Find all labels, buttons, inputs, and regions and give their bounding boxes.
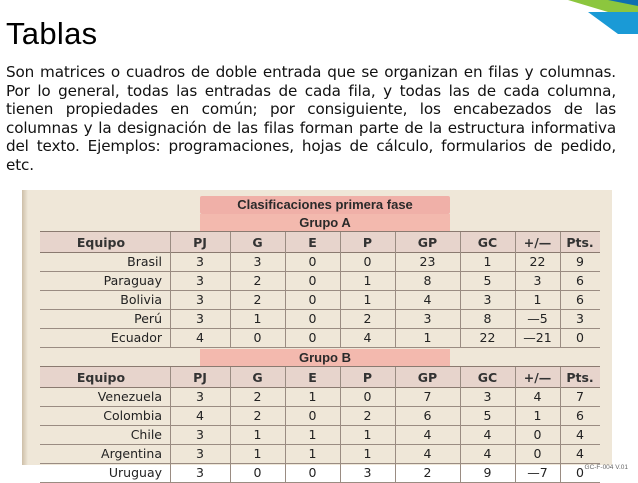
stat-cell: 0	[576, 465, 584, 480]
stat-cell: 2	[253, 292, 262, 307]
column-divider	[460, 406, 461, 425]
stat-cell: 1	[483, 254, 492, 269]
column-header: +/—	[523, 369, 552, 385]
stat-cell: 0	[308, 465, 317, 480]
column-divider	[340, 309, 341, 328]
column-divider	[395, 290, 396, 309]
column-divider	[340, 290, 341, 309]
stat-cell: 1	[253, 446, 262, 461]
stat-cell: 9	[483, 465, 492, 480]
stat-cell: 7	[423, 389, 432, 404]
team-name-cell: Paraguay	[103, 273, 162, 288]
stat-cell: 0	[308, 408, 317, 423]
column-header: E	[308, 369, 317, 385]
column-divider	[460, 309, 461, 328]
stat-cell: 7	[576, 389, 584, 404]
stat-cell: 4	[196, 408, 204, 423]
column-divider	[395, 444, 396, 463]
column-header: Pts.	[566, 369, 594, 385]
stat-cell: 2	[253, 408, 262, 423]
column-divider	[340, 367, 341, 387]
column-divider	[460, 444, 461, 463]
column-divider	[170, 387, 171, 406]
column-header: PJ	[193, 234, 207, 250]
team-name-cell: Ecuador	[110, 330, 162, 345]
stat-cell: 3	[196, 254, 204, 269]
stat-cell: 1	[363, 292, 372, 307]
column-divider	[340, 387, 341, 406]
column-divider	[170, 425, 171, 444]
stat-cell: 9	[576, 254, 584, 269]
team-name-cell: Bolivia	[120, 292, 162, 307]
column-header: P	[362, 369, 373, 385]
column-header: PJ	[193, 369, 207, 385]
stat-cell: 2	[253, 389, 262, 404]
team-name-cell: Argentina	[101, 446, 162, 461]
slide-title: Tablas	[6, 16, 98, 51]
column-divider	[560, 444, 561, 463]
stat-cell: 3	[196, 311, 204, 326]
stat-cell: 2	[423, 465, 432, 480]
column-divider	[230, 271, 231, 290]
column-divider	[515, 271, 516, 290]
column-divider	[395, 463, 396, 482]
column-divider	[230, 232, 231, 252]
stat-cell: —5	[527, 311, 548, 326]
column-header: GC	[477, 369, 498, 385]
column-divider	[395, 425, 396, 444]
stat-cell: 4	[363, 330, 372, 345]
stat-cell: 1	[363, 446, 372, 461]
stat-cell: 4	[483, 446, 492, 461]
column-divider	[170, 328, 171, 347]
column-divider	[230, 387, 231, 406]
table-title: Clasificaciones primera fase	[200, 196, 450, 214]
photo-edge-shadow	[22, 190, 28, 465]
column-header: GP	[417, 369, 438, 385]
stat-cell: 3	[196, 465, 204, 480]
column-header: G	[252, 234, 263, 250]
column-divider	[285, 232, 286, 252]
stat-cell: 0	[253, 465, 262, 480]
column-divider	[285, 328, 286, 347]
column-divider	[560, 271, 561, 290]
table-row	[40, 290, 600, 310]
team-name-cell: Perú	[134, 311, 162, 326]
stat-cell: 22	[479, 330, 496, 345]
table-row	[40, 425, 600, 445]
table-row	[40, 406, 600, 426]
column-divider	[460, 463, 461, 482]
stat-cell: 6	[423, 408, 432, 423]
stat-cell: 0	[308, 330, 317, 345]
stat-cell: 5	[483, 273, 492, 288]
column-divider	[285, 271, 286, 290]
column-divider	[230, 367, 231, 387]
column-divider	[230, 252, 231, 271]
stat-cell: 1	[308, 427, 317, 442]
stat-cell: 0	[253, 330, 262, 345]
column-divider	[560, 367, 561, 387]
column-divider	[285, 406, 286, 425]
column-divider	[230, 425, 231, 444]
column-divider	[460, 252, 461, 271]
column-divider	[560, 328, 561, 347]
stat-cell: 3	[196, 389, 204, 404]
column-divider	[285, 463, 286, 482]
column-divider	[560, 252, 561, 271]
stat-cell: 4	[196, 330, 204, 345]
column-divider	[170, 232, 171, 252]
column-divider	[340, 425, 341, 444]
column-divider	[230, 406, 231, 425]
stat-cell: 4	[423, 292, 432, 307]
table-row	[40, 271, 600, 291]
column-divider	[515, 367, 516, 387]
column-divider	[170, 290, 171, 309]
stat-cell: 4	[576, 446, 584, 461]
column-divider	[560, 463, 561, 482]
stat-cell: 1	[363, 427, 372, 442]
column-divider	[515, 252, 516, 271]
column-header: E	[308, 234, 317, 250]
slide-body-text: Son matrices o cuadros de doble entrada que se organizan en filas y columnas. Por lo general, todas las entradas de cada fila, y todas las de cada columna, tienen propiedades en común; por consiguiente, los encabezados de las columnas y la designación de las filas forman parte de la estructura informativa del texto. Ejemplos: programaciones, hojas de cálculo, formularios de pedido, etc.	[6, 63, 616, 174]
column-divider	[170, 367, 171, 387]
table-row	[40, 387, 600, 407]
stat-cell: 5	[483, 408, 492, 423]
column-divider	[340, 232, 341, 252]
column-divider	[515, 328, 516, 347]
column-divider	[340, 444, 341, 463]
stat-cell: 0	[533, 446, 542, 461]
stat-cell: 3	[483, 292, 492, 307]
table-header-row	[40, 366, 600, 388]
table-header-row	[40, 231, 600, 253]
stat-cell: 1	[533, 292, 542, 307]
column-divider	[285, 387, 286, 406]
stat-cell: 4	[483, 427, 492, 442]
corner-accent-decoration	[548, 0, 638, 34]
column-divider	[395, 328, 396, 347]
column-divider	[515, 425, 516, 444]
stat-cell: 6	[576, 408, 584, 423]
column-divider	[340, 406, 341, 425]
stat-cell: 4	[576, 427, 584, 442]
column-divider	[515, 463, 516, 482]
stat-cell: —21	[523, 330, 552, 345]
stat-cell: 3	[253, 254, 262, 269]
column-divider	[515, 309, 516, 328]
team-name-cell: Uruguay	[108, 465, 162, 480]
stat-cell: —7	[527, 465, 548, 480]
stat-cell: 1	[253, 427, 262, 442]
stat-cell: 3	[533, 273, 542, 288]
column-divider	[170, 252, 171, 271]
column-divider	[395, 309, 396, 328]
stat-cell: 2	[253, 273, 262, 288]
column-divider	[230, 328, 231, 347]
stat-cell: 0	[308, 273, 317, 288]
column-divider	[395, 406, 396, 425]
stat-cell: 1	[253, 311, 262, 326]
column-divider	[170, 309, 171, 328]
column-divider	[285, 309, 286, 328]
column-divider	[285, 252, 286, 271]
group-title: Grupo B	[200, 349, 450, 366]
column-divider	[285, 425, 286, 444]
stat-cell: 1	[363, 273, 372, 288]
column-divider	[560, 232, 561, 252]
table-row	[40, 309, 600, 329]
column-divider	[560, 309, 561, 328]
team-name-cell: Venezuela	[97, 389, 162, 404]
column-divider	[515, 406, 516, 425]
stat-cell: 8	[423, 273, 432, 288]
stat-cell: 3	[196, 427, 204, 442]
table-row	[40, 444, 600, 464]
column-divider	[230, 444, 231, 463]
stat-cell: 3	[363, 465, 372, 480]
table-row	[40, 252, 600, 272]
column-divider	[560, 290, 561, 309]
stat-cell: 6	[576, 292, 584, 307]
team-name-cell: Colombia	[103, 408, 162, 423]
column-divider	[395, 367, 396, 387]
stat-cell: 3	[196, 292, 204, 307]
stat-cell: 1	[308, 446, 317, 461]
column-divider	[170, 271, 171, 290]
column-divider	[230, 463, 231, 482]
column-header: +/—	[523, 234, 552, 250]
stat-cell: 3	[196, 273, 204, 288]
column-divider	[395, 232, 396, 252]
stat-cell: 4	[533, 389, 542, 404]
column-divider	[285, 290, 286, 309]
column-divider	[230, 290, 231, 309]
column-divider	[460, 328, 461, 347]
column-divider	[340, 271, 341, 290]
stat-cell: 0	[363, 254, 372, 269]
stat-cell: 4	[423, 427, 432, 442]
stat-cell: 23	[419, 254, 436, 269]
group-title: Grupo A	[200, 214, 450, 231]
stat-cell: 0	[576, 330, 584, 345]
column-divider	[560, 406, 561, 425]
column-header: Pts.	[566, 234, 594, 250]
column-divider	[230, 309, 231, 328]
column-header: P	[362, 234, 373, 250]
stat-cell: 8	[483, 311, 492, 326]
column-divider	[285, 367, 286, 387]
team-name-cell: Brasil	[127, 254, 162, 269]
column-divider	[560, 425, 561, 444]
column-divider	[395, 387, 396, 406]
stat-cell: 3	[423, 311, 432, 326]
column-header: Equipo	[76, 234, 126, 250]
table-row	[40, 328, 600, 348]
table-row	[40, 463, 600, 483]
column-divider	[460, 232, 461, 252]
column-header: G	[252, 369, 263, 385]
column-divider	[340, 328, 341, 347]
column-divider	[560, 387, 561, 406]
stat-cell: 1	[423, 330, 432, 345]
stat-cell: 22	[529, 254, 546, 269]
column-divider	[170, 444, 171, 463]
stat-cell: 3	[196, 446, 204, 461]
stat-cell: 2	[363, 408, 372, 423]
column-divider	[460, 271, 461, 290]
column-divider	[515, 290, 516, 309]
stat-cell: 0	[363, 389, 372, 404]
column-divider	[460, 425, 461, 444]
column-divider	[395, 252, 396, 271]
stat-cell: 0	[308, 254, 317, 269]
team-name-cell: Chile	[130, 427, 162, 442]
column-divider	[285, 444, 286, 463]
column-divider	[395, 271, 396, 290]
stat-cell: 2	[363, 311, 372, 326]
stat-cell: 3	[576, 311, 584, 326]
stat-cell: 0	[533, 427, 542, 442]
column-divider	[170, 463, 171, 482]
column-divider	[515, 444, 516, 463]
column-divider	[460, 367, 461, 387]
column-divider	[515, 387, 516, 406]
stat-cell: 6	[576, 273, 584, 288]
column-divider	[515, 232, 516, 252]
column-divider	[340, 463, 341, 482]
stat-cell: 1	[308, 389, 317, 404]
stat-cell: 0	[308, 292, 317, 307]
column-header: Equipo	[76, 369, 126, 385]
column-divider	[460, 290, 461, 309]
stat-cell: 4	[423, 446, 432, 461]
stat-cell: 0	[308, 311, 317, 326]
column-header: GC	[477, 234, 498, 250]
column-divider	[170, 406, 171, 425]
column-header: GP	[417, 234, 438, 250]
column-divider	[460, 387, 461, 406]
column-divider	[340, 252, 341, 271]
stat-cell: 1	[533, 408, 542, 423]
footer-code: GC-F-004 V.01	[584, 464, 628, 471]
stat-cell: 3	[483, 389, 492, 404]
